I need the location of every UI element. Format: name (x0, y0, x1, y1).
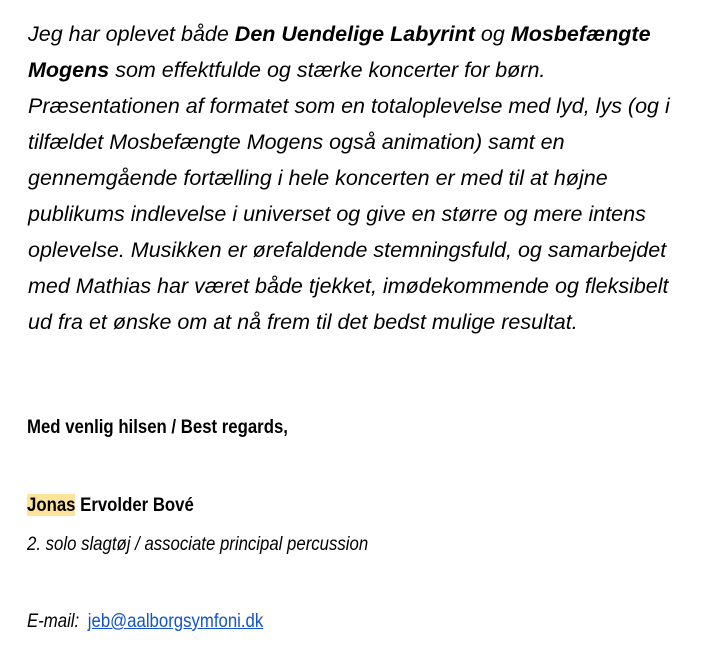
signer-name (27, 492, 194, 518)
email-link[interactable]: jeb@aalborgsymfoni.dk (87, 610, 264, 632)
testimonial-text-1: Jeg har oplevet både (28, 22, 235, 46)
concert-title-mogens: Mosbefængte Mogens (28, 22, 651, 82)
testimonial-text-2: og (474, 22, 511, 46)
signer-title: 2. solo slagtøj / associate principal percussion (27, 533, 369, 555)
signer-last-name: Ervolder Bové (75, 494, 194, 516)
testimonial-paragraph (28, 16, 693, 340)
concert-title-labyrint: Den Uendelige Labyrint (234, 22, 475, 46)
email-label: E-mail: (27, 610, 80, 632)
highlighted-first-name: Jonas (27, 494, 76, 516)
email-line (27, 608, 263, 634)
testimonial-text-3: som effektfulde og stærke koncerter for børn. Præsentationen af formatet som en totaloplevelse med lyd, lys (og i tilfældet Mosbefængte Mogens også animation) samt en gennemgående fortælling i hele koncerten er med til at højne publikums indlevelse i universet og give en større og mere intens oplevelse. Musikken er ørefaldende stemningsfuld, og samarbejdet med Mathias har været både tjekket, imødekommende og fleksibelt ud fra et ønske om at nå frem til det bedst mulige resultat. (28, 58, 670, 334)
closing-regards: Med venlig hilsen / Best regards, (27, 416, 288, 438)
